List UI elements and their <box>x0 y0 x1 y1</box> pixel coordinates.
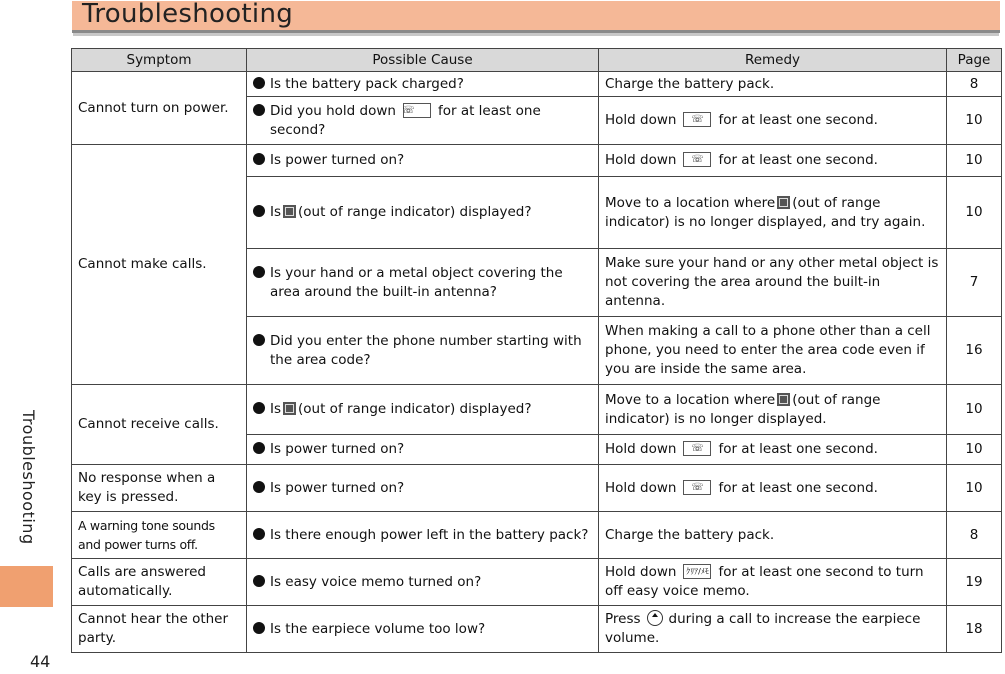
bullet-icon <box>253 528 265 540</box>
cause-cell: Did you hold down ☏ for at least one second? <box>247 97 599 145</box>
remedy-cell: Make sure your hand or any other metal object is not covering the area around the built-in antenna. <box>599 249 947 317</box>
page-cell: 8 <box>947 72 1002 97</box>
troubleshooting-table <box>71 48 1002 653</box>
title-bar <box>72 1 1000 33</box>
symptom-cell: Cannot receive calls. <box>72 385 247 465</box>
bullet-icon <box>253 104 265 116</box>
cause-cell: Is (out of range indicator) displayed? <box>247 385 599 435</box>
page-cell: 10 <box>947 385 1002 435</box>
out-of-range-icon <box>283 402 296 415</box>
header-symptom: Symptom <box>72 49 247 72</box>
page-number: 44 <box>30 652 51 671</box>
page-cell: 16 <box>947 317 1002 385</box>
power-key-icon: ☏ <box>683 441 711 456</box>
side-color-block <box>0 566 53 607</box>
clear-memo-key-icon: ｸﾘｱ/ﾒﾓ <box>683 564 711 579</box>
page-cell: 10 <box>947 97 1002 145</box>
page-cell: 10 <box>947 177 1002 249</box>
cause-cell: Is power turned on? <box>247 145 599 177</box>
nav-up-key-icon <box>647 610 663 626</box>
power-key-icon: ☏ <box>403 103 431 118</box>
page-cell: 18 <box>947 606 1002 653</box>
table-row <box>72 145 1002 177</box>
bullet-icon <box>253 153 265 165</box>
table-row <box>72 559 1002 606</box>
remedy-cell: Press during a call to increase the earpiece volume. <box>599 606 947 653</box>
bullet-icon <box>253 402 265 414</box>
page-title: Troubleshooting <box>82 0 294 29</box>
cause-cell: Is there enough power left in the battery pack? <box>247 512 599 559</box>
page-cell: 10 <box>947 465 1002 512</box>
bullet-icon <box>253 442 265 454</box>
power-key-icon: ☏ <box>683 112 711 127</box>
bullet-icon <box>253 622 265 634</box>
remedy-cell: Charge the battery pack. <box>599 72 947 97</box>
symptom-cell: Cannot make calls. <box>72 145 247 385</box>
remedy-cell: When making a call to a phone other than a cell phone, you need to enter the area code even if you are inside the same area. <box>599 317 947 385</box>
table-row <box>72 465 1002 512</box>
bullet-icon <box>253 575 265 587</box>
symptom-cell: Cannot hear the other party. <box>72 606 247 653</box>
bullet-icon <box>253 334 265 346</box>
out-of-range-icon <box>777 196 790 209</box>
power-key-icon: ☏ <box>683 480 711 495</box>
table-row <box>72 512 1002 559</box>
page-cell: 10 <box>947 145 1002 177</box>
cause-cell: Is power turned on? <box>247 465 599 512</box>
symptom-cell: No response when a key is pressed. <box>72 465 247 512</box>
cause-cell: Is the battery pack charged? <box>247 72 599 97</box>
symptom-cell: A warning tone sounds and power turns off. <box>72 512 247 559</box>
remedy-cell: Hold down ｸﾘｱ/ﾒﾓ for at least one second to turn off easy voice memo. <box>599 559 947 606</box>
page-cell: 7 <box>947 249 1002 317</box>
page-cell: 8 <box>947 512 1002 559</box>
symptom-cell: Calls are answered automatically. <box>72 559 247 606</box>
power-key-icon: ☏ <box>683 152 711 167</box>
remedy-cell: Hold down ☏ for at least one second. <box>599 97 947 145</box>
side-section-label: Troubleshooting <box>19 410 38 545</box>
header-remedy: Remedy <box>599 49 947 72</box>
cause-cell: Is the earpiece volume too low? <box>247 606 599 653</box>
cause-cell: Is power turned on? <box>247 435 599 465</box>
header-cause: Possible Cause <box>247 49 599 72</box>
side-tab <box>0 0 53 674</box>
remedy-cell: Move to a location where (out of range indicator) is no longer displayed. <box>599 385 947 435</box>
table-header-row <box>72 49 1002 72</box>
bullet-icon <box>253 205 265 217</box>
table-row <box>72 72 1002 97</box>
remedy-cell: Hold down ☏ for at least one second. <box>599 145 947 177</box>
page-cell: 10 <box>947 435 1002 465</box>
bullet-icon <box>253 481 265 493</box>
bullet-icon <box>253 77 265 89</box>
out-of-range-icon <box>283 205 296 218</box>
table-row <box>72 606 1002 653</box>
cause-cell: Did you enter the phone number starting with the area code? <box>247 317 599 385</box>
remedy-cell: Move to a location where (out of range indicator) is no longer displayed, and try again. <box>599 177 947 249</box>
header-page: Page <box>947 49 1002 72</box>
cause-cell: Is easy voice memo turned on? <box>247 559 599 606</box>
remedy-cell: Charge the battery pack. <box>599 512 947 559</box>
cause-cell: Is your hand or a metal object covering the area around the built-in antenna? <box>247 249 599 317</box>
symptom-cell: Cannot turn on power. <box>72 72 247 145</box>
remedy-cell: Hold down ☏ for at least one second. <box>599 435 947 465</box>
page-cell: 19 <box>947 559 1002 606</box>
remedy-cell: Hold down ☏ for at least one second. <box>599 465 947 512</box>
table-row <box>72 385 1002 435</box>
bullet-icon <box>253 266 265 278</box>
cause-cell: Is (out of range indicator) displayed? <box>247 177 599 249</box>
out-of-range-icon <box>777 393 790 406</box>
